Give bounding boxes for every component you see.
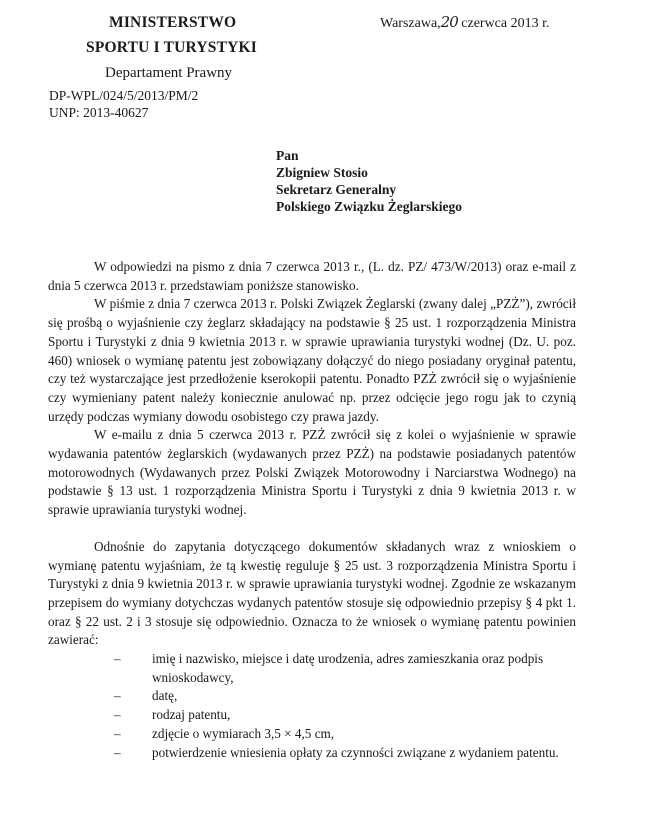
recipient-name: Zbigniew Stosio (276, 165, 368, 180)
ministry-name-line2: SPORTU I TURYSTYKI (86, 39, 258, 56)
reference-number: DP-WPL/024/5/2013/PM/2 (49, 88, 199, 103)
list-item (48, 725, 576, 744)
list-item-text: rodzaj patentu, (152, 707, 231, 723)
recipient-salutation: Pan (276, 148, 299, 163)
date-place: Warszawa, (380, 16, 441, 31)
recipient-block (276, 147, 462, 215)
list-item (48, 706, 576, 725)
recipient-position: Sekretarz Generalny (276, 182, 397, 197)
list-dash: – (114, 707, 121, 723)
list-item-text: imię i nazwisko, miejsce i datę urodzenia, adres zamieszkania oraz podpis wnioskodawcy, (152, 651, 544, 685)
date-rest: czerwca 2013 r. (457, 16, 550, 31)
paragraph-explanation: Odnośnie do zapytania dotyczącego dokumentów składanych wraz z wnioskiem o wymianę patentu wyjaśniam, że tą kwestię reguluje § 25 ust. 3 rozporządzenia Ministra Sportu i Turystyki z dnia 9 kwietnia 2013 r. w sprawie uprawiania turystyki wodnej. Zgodnie ze wskazanym przepisem do wymiany dotychczas wydanych patentów stosuje się odpowiednio przepisy § 4 pkt 1. oraz § 22 ust. 2 i 3 stosuje się odpowiednio. Oznacza to że wniosek o wymianę patentu powinien zawierać: (48, 538, 576, 648)
paragraph-intro: W odpowiedzi na pismo z dnia 7 czerwca 2013 r., (L. dz. PZ/ 473/W/2013) oraz e-mail z dnia 5 czerwca 2013 r. przedstawiam poniższe stanowisko. (48, 259, 576, 293)
list-dash: – (114, 651, 121, 667)
list-item-text: potwierdzenie wniesienia opłaty za czynności związane z wydaniem patentu. (152, 744, 559, 760)
letter-body (48, 258, 576, 762)
paragraph-pzz-email: W e-mailu z dnia 5 czerwca 2013 r. PZŻ zwrócił się z kolei o wyjaśnienie w sprawie wydawania patentów żeglarskich (wydawanych przez PZŻ) na podstawie posiadanych patentów motorowodnych (Wydawanych przez Polski Związek Motorowodny i Narciarstwa Wodnego) na podstawie § 13 ust. 1 rozporządzenia Ministra Sportu i Turystyki z dnia 9 kwietnia 2013 r. w sprawie uprawiania turystyki wodnej. (48, 427, 576, 518)
list-item (48, 744, 576, 763)
list-item (48, 687, 576, 706)
requirements-list (48, 650, 576, 762)
reference-block (49, 87, 198, 121)
list-item-text: zdjęcie o wymiarach 3,5 × 4,5 cm, (152, 725, 335, 741)
unp-number: UNP: 2013-40627 (49, 105, 149, 120)
date-line (380, 13, 550, 32)
handwritten-day: 20 (440, 13, 458, 31)
list-item-text: datę, (152, 688, 178, 704)
department-name: Departament Prawny (105, 65, 233, 81)
list-dash: – (114, 725, 121, 741)
list-dash: – (114, 688, 121, 704)
paragraph-pzz-letter: W piśmie z dnia 7 czerwca 2013 r. Polski Związek Żeglarski (zwany dalej „PZŻ”), zwrócił się prośbą o wyjaśnienie czy żeglarz składający na podstawie § 25 ust. 1 rozporządzenia Ministra Sportu i Turystyki z dnia 9 kwietnia 2013 r. w sprawie uprawiania turystyki wodnej (Dz. U. poz. 460) wniosek o wymianę patentu jest zobowiązany dołączyć do niego posiadany oryginał patentu, czy też wystarczające jest przedłożenie kserokopii patentu. Ponadto PZŻ zwrócił się o wyjaśnienie czy wymieniany patent należy koniecznie anulować np. przez odcięcie jego rogu jak to czynią urzędy podczas wymiany dowodu osobistego czy prawa jazdy. (48, 296, 576, 424)
list-item (48, 650, 576, 687)
ministry-name-line1: MINISTERSTWO (109, 14, 237, 31)
list-dash: – (114, 744, 121, 760)
recipient-organization: Polskiego Związku Żeglarskiego (276, 199, 463, 214)
